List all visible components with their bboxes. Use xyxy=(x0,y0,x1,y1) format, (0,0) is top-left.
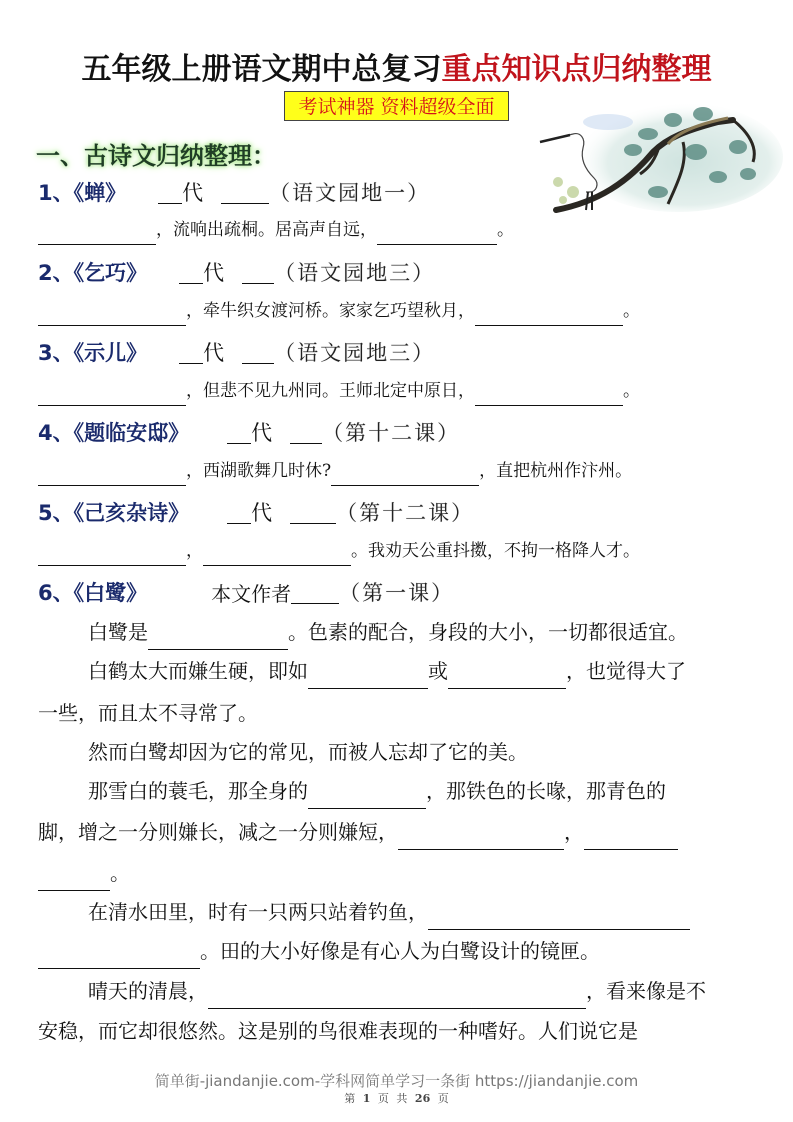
lesson-source: （第一课） xyxy=(339,581,455,605)
para-text: ，看来像是不 xyxy=(586,979,706,1003)
poem-source: （语文园地三） xyxy=(274,341,436,365)
poem-1-header xyxy=(20,175,430,209)
para-text: 。色素的配合，身段的大小，一切都很适宜。 xyxy=(288,620,688,644)
title-black-part: 五年级上册语文期中总复习 xyxy=(81,52,442,87)
fill-blank[interactable] xyxy=(308,786,426,809)
document-title xyxy=(0,44,793,88)
author-blank[interactable] xyxy=(290,500,336,524)
fill-blank[interactable] xyxy=(377,225,497,245)
poem-text: ， xyxy=(186,541,203,561)
para-text: 白鹤太大而嫌生硬，即如 xyxy=(88,659,308,683)
para-text: 。田的大小好像是有心人为白鹭设计的镜匣。 xyxy=(200,939,600,963)
poem-text: 。 xyxy=(497,220,514,240)
egret-paragraph-5-cont xyxy=(38,933,600,969)
poem-source: （第十二课） xyxy=(336,501,475,525)
subtitle-badge: 考试神器 资料超级全面 xyxy=(284,91,509,121)
page-number xyxy=(0,1090,793,1106)
poem-source: （语文园地一） xyxy=(269,181,431,205)
poem-3-header xyxy=(20,335,435,369)
poem-5-header xyxy=(20,495,474,529)
poem-text: ，牵牛织女渡河桥。家家乞巧望秋月， xyxy=(186,301,475,321)
fill-blank[interactable] xyxy=(428,907,690,930)
poem-2-header xyxy=(20,255,435,289)
fill-blank[interactable] xyxy=(38,946,200,969)
dynasty-label: 代 xyxy=(251,501,273,525)
poem-5-line xyxy=(38,536,640,566)
poem-text: ，西湖歌舞几时休? xyxy=(186,461,332,481)
fill-blank[interactable] xyxy=(208,986,586,1009)
dynasty-blank[interactable] xyxy=(179,260,203,284)
poem-text: 。 xyxy=(623,301,640,321)
poem-5-title: 5、《己亥杂诗》 xyxy=(20,495,219,529)
dynasty-label: 代 xyxy=(203,341,225,365)
para-text: 。 xyxy=(110,861,130,885)
fill-blank[interactable] xyxy=(308,666,428,689)
fill-blank[interactable] xyxy=(203,546,351,566)
poem-text: ，直把杭州作汴州。 xyxy=(479,461,633,481)
author-blank[interactable] xyxy=(242,340,274,364)
poem-3-title: 3、《示儿》 xyxy=(20,335,177,369)
author-blank[interactable] xyxy=(221,180,269,204)
fill-blank[interactable] xyxy=(475,386,623,406)
fill-blank[interactable] xyxy=(148,627,288,650)
poem-text: 。 xyxy=(623,381,640,401)
para-text: ， xyxy=(564,820,584,844)
footer-site: 简单街-jiandanjie.com-学科网简单学习一条街 https://jiandanjie.com xyxy=(154,1072,639,1090)
egret-header xyxy=(20,575,454,609)
fill-blank[interactable] xyxy=(331,466,479,486)
para-text: 安稳，而它却很悠然。这是别的鸟很难表现的一种嗜好。人们说它是 xyxy=(38,1019,638,1043)
fill-blank[interactable] xyxy=(38,225,156,245)
para-text: 晴天的清晨， xyxy=(88,979,208,1003)
fill-blank[interactable] xyxy=(38,386,186,406)
poem-4-line xyxy=(38,456,632,486)
fill-blank[interactable] xyxy=(38,306,186,326)
egret-on-branch-icon xyxy=(528,92,783,214)
fill-blank[interactable] xyxy=(38,546,186,566)
para-text: 然而白鹭却因为它的常见，而被人忘却了它的美。 xyxy=(88,740,528,764)
author-blank[interactable] xyxy=(242,260,274,284)
poem-1-line xyxy=(38,215,514,245)
fill-blank[interactable] xyxy=(475,306,623,326)
poem-source: （第十二课） xyxy=(322,421,461,445)
poem-2-title: 2、《乞巧》 xyxy=(20,255,177,289)
poem-text: 。我劝天公重抖擞，不拘一格降人才。 xyxy=(351,541,640,561)
fill-blank[interactable] xyxy=(38,868,110,891)
egret-paragraph-2 xyxy=(88,653,686,689)
page-total: 26 xyxy=(414,1092,431,1105)
para-text: ，也觉得大了 xyxy=(566,659,686,683)
dynasty-label: 代 xyxy=(251,421,273,445)
dynasty-label: 代 xyxy=(203,261,225,285)
dynasty-blank[interactable] xyxy=(227,500,251,524)
author-blank[interactable] xyxy=(290,420,322,444)
egret-paragraph-2-cont xyxy=(38,695,258,731)
fill-blank[interactable] xyxy=(38,466,186,486)
dynasty-blank[interactable] xyxy=(158,180,182,204)
egret-illustration xyxy=(528,92,783,214)
para-text: 在清水田里，时有一只两只站着钓鱼， xyxy=(88,900,428,924)
egret-paragraph-1 xyxy=(88,614,688,650)
page-current: 1 xyxy=(362,1092,371,1105)
egret-paragraph-4 xyxy=(88,773,666,809)
page-prefix: 第 xyxy=(344,1092,356,1105)
author-prompt: 本文作者 xyxy=(211,581,292,606)
section-heading: 一、古诗文归纳整理： xyxy=(36,142,276,170)
egret-paragraph-3 xyxy=(88,734,528,770)
para-text: ，那铁色的长喙，那青色的 xyxy=(426,779,666,803)
dynasty-blank[interactable] xyxy=(179,340,203,364)
dynasty-label: 代 xyxy=(182,181,204,205)
poem-2-line xyxy=(38,296,640,326)
egret-paragraph-4-end xyxy=(38,855,130,891)
egret-title: 6、《白鹭》 xyxy=(20,575,177,609)
poem-text: ，流响出疏桐。居高声自远， xyxy=(156,220,377,240)
poem-source: （语文园地三） xyxy=(274,261,436,285)
fill-blank[interactable] xyxy=(398,827,564,850)
poem-text: ，但悲不见九州同。王师北定中原日， xyxy=(186,381,475,401)
poem-4-header xyxy=(20,415,460,449)
para-text: 白鹭是 xyxy=(88,620,148,644)
poem-1-title: 1、《蝉》 xyxy=(20,175,156,209)
title-red-part: 重点知识点归纳整理 xyxy=(441,52,712,87)
author-blank[interactable] xyxy=(291,580,339,604)
egret-paragraph-6 xyxy=(88,973,706,1009)
page-suffix: 页 xyxy=(437,1092,449,1105)
para-text: 或 xyxy=(428,659,448,683)
egret-paragraph-6-cont xyxy=(38,1013,638,1049)
dynasty-blank[interactable] xyxy=(227,420,251,444)
para-text: 那雪白的蓑毛，那全身的 xyxy=(88,779,308,803)
egret-paragraph-5 xyxy=(88,894,690,930)
poem-4-title: 4、《题临安邸》 xyxy=(20,415,219,449)
fill-blank[interactable] xyxy=(448,666,566,689)
egret-paragraph-4-cont xyxy=(38,814,678,850)
page-mid: 页 共 xyxy=(377,1092,408,1105)
para-text: 一些，而且太不寻常了。 xyxy=(38,701,258,725)
fill-blank[interactable] xyxy=(584,827,678,850)
para-text: 脚，增之一分则嫌长，减之一分则嫌短， xyxy=(38,820,398,844)
poem-3-line xyxy=(38,376,640,406)
